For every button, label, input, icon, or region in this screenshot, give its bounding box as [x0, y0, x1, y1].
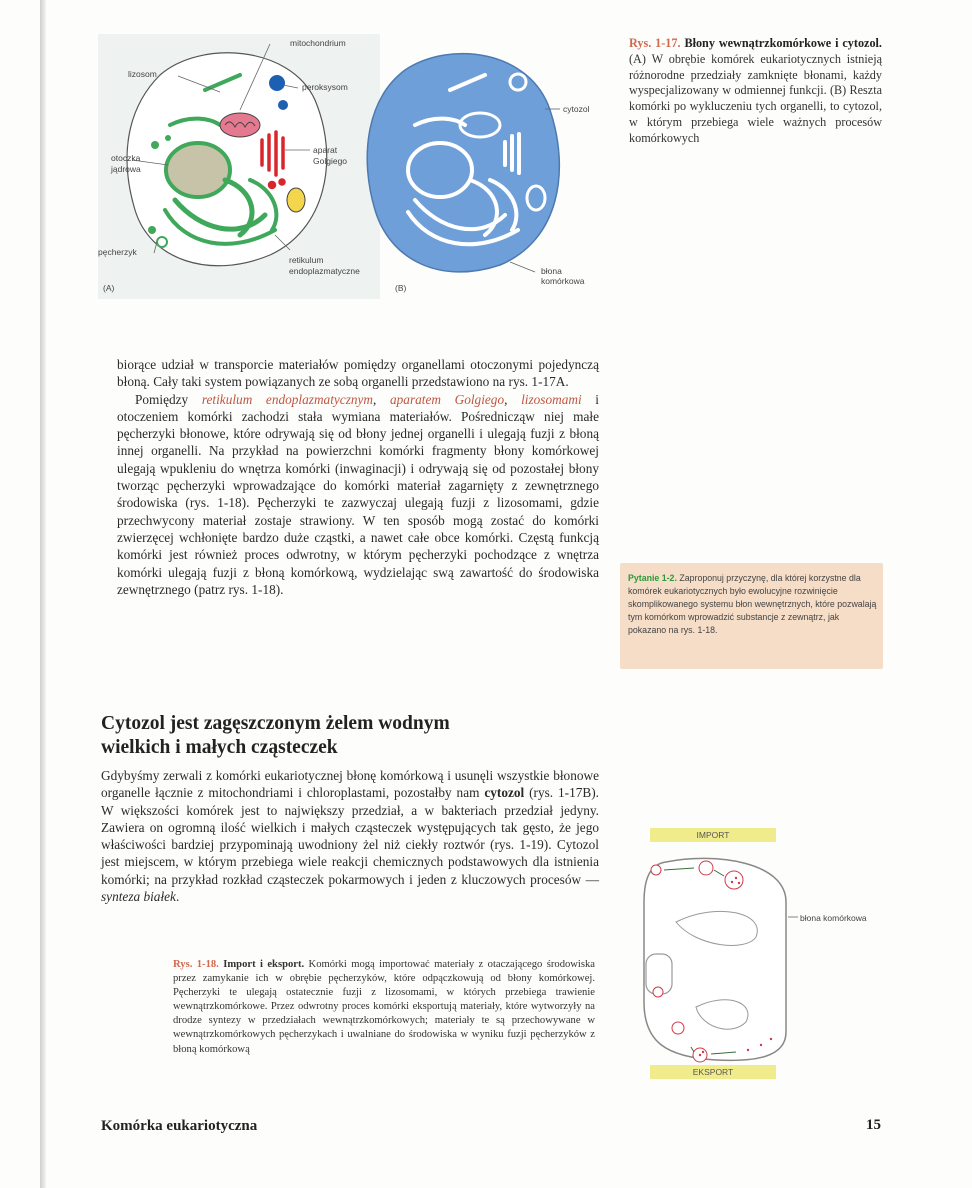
p2-rest: i otoczeniem komórki zachodzi stała wymiana materiałów. Pośrednicząw niej małe pęcherzyki błonowe, które odrywają się od błony jednej organelli i ulegają fuzji z błoną innej organelli. Na przykład na powierzchni komórki fragmenty błony komórkowej ulegają wpukleniu do wnętrza komórki (inwaginacji) i odrywają się od pozostałej błony tworząc pęcherzyki wprowadzające do komórki materiał zagarnięty z zewnętrznego środowiska (rys. 1-18). Pęcherzyki te zazwyczaj ulegają fuzji z lizosomami, gdzie przechwycony materiał zostaje strawiony. W ten sposób mogą zostać do komórki zwierzęcej wchłonięte bardzo duże cząstki, a nawet całe obce komórki. Częstą funkcją komórki jest również proces odwrotny, w którym pęcherzyki pochodzące z wnętrza komórki ulegają fuzji z błoną komórkową, wydzielając swą zawartość do środowiska zewnętrznego (patrz rys. 1-18).	[117, 391, 599, 597]
paragraph-2	[117, 391, 599, 599]
nucleus-a	[166, 143, 230, 197]
label-blona-2: komórkowa	[541, 276, 585, 286]
label-golgi-2: Golgiego	[313, 156, 348, 166]
question-body: Zaproponuj przyczynę, dla której korzystne dla komórek eukariotycznych było ewolucyjne rozwinięcie skomplikowanego systemu błon wewnętrznych, które pozwalają tym komórkom wprowadzić substancje z zewnątrz, jak pokazano na rys. 1-18.	[628, 573, 877, 635]
peroxisome-a	[269, 75, 285, 91]
p2-sep-2: ,	[504, 391, 522, 407]
label-blona-1: błona	[541, 266, 562, 276]
cell-b-illustration	[367, 54, 559, 272]
p2-sep-1: ,	[373, 391, 390, 407]
label-otoczka-1: otoczka	[111, 153, 141, 163]
question-lead: Pytanie 1-2.	[628, 573, 677, 583]
caption-18-lead: Rys. 1-18.	[173, 959, 219, 970]
figure-1-17	[90, 30, 610, 300]
label-cytozol: cytozol	[563, 104, 590, 114]
label-golgi-1: aparat	[313, 145, 338, 155]
figure-1-17-caption	[629, 36, 882, 147]
caption-18-text: Komórki mogą importować materiały z otaczającego środowiska przez zamykanie ich w obrębie pęcherzyków, które odpączkowują od błony komórkowej. Pęcherzyki te ulegają ostatecznie fuzji z lizosomami, w których przebiega trawienie wewnątrzkomórkowe. Przez odwrotny proces komórki eksportują materiały, które wytworzyły na drodze syntezy w przedziałach wewnątrzkomórkowych; materiały te są przechowywane w wewnątrzkomórkowych pęcherzykach i uwalniane do środowiska w wyniku fuzji pęcherzyków z błoną komórkową	[173, 959, 596, 1055]
lysosome-a	[287, 188, 305, 212]
membrane-label: błona komórkowa	[800, 913, 867, 923]
vesicle-a	[157, 237, 167, 247]
caption-lead: Rys. 1-17.	[629, 36, 681, 50]
term-cytozol: cytozol	[484, 785, 525, 801]
term-synteza: synteza białek	[101, 889, 176, 905]
caption-18-title: Import i eksport.	[223, 959, 305, 970]
figure-1-18-caption	[173, 958, 595, 1057]
export-label: EKSPORT	[650, 1065, 776, 1079]
caption-title: Błony wewnątrzkomórkowe i cytozol.	[684, 36, 882, 50]
label-otoczka-2: jądrowa	[111, 164, 141, 174]
label-panel-b: (B)	[395, 283, 407, 293]
label-panel-a: (A)	[103, 283, 115, 293]
section-text-a: Gdybyśmy zerwali z komórki eukariotycznej błonę komórkową i usunęli wszystkie błonowe organelle łącznie z mitochondriami i chloroplastami, pozostałby nam	[101, 768, 599, 801]
figure-1-18	[636, 842, 876, 1072]
page-number: 15	[866, 1117, 881, 1133]
paragraph-1: biorące udział w transporcie materiałów pomiędzy organellami otoczonymi pojedynczą błoną. Cały taki system powiązanych ze sobą organelli przedstawiono na rys. 1-17A.	[117, 357, 599, 390]
term-lysosomes: lizosomami	[521, 391, 582, 407]
footer-chapter-title: Komórka eukariotyczna	[101, 1118, 258, 1134]
question-text	[628, 572, 878, 637]
label-lizosom: lizosom	[128, 69, 157, 79]
term-er: retikulum endoplazmatycznym	[201, 391, 374, 407]
body-text-2	[101, 767, 599, 905]
label-er-2: endoplazmatyczne	[289, 266, 360, 276]
section-text-c: .	[175, 889, 180, 905]
import-label: IMPORT	[650, 828, 776, 842]
cell-a-illustration	[127, 53, 327, 266]
caption-text: (A) W obrębie komórek eukariotycznych istnieją różnorodne przedziały zamknięte błonami, każdy wyspecjalizowany w odmiennej funkcji. (B) Reszta komórki po wykluczeniu tych organelli, to cytozol, w którym przebiega wiele ważnych procesów komórkowych	[629, 51, 882, 145]
label-pecherzyk: pęcherzyk	[98, 247, 137, 257]
section-heading: Cytozol jest zagęszczonym żelem wodnym wielkich i małych cząsteczek	[101, 713, 450, 758]
term-golgi: aparatem Golgiego	[390, 391, 505, 407]
book-spine-shadow	[40, 0, 46, 1188]
label-peroksysom: peroksysom	[302, 82, 348, 92]
p2-start: Pomiędzy	[135, 391, 189, 407]
label-er-1: retikulum	[289, 255, 324, 265]
label-mitochondrium: mitochondrium	[290, 38, 346, 48]
body-text-1	[117, 356, 599, 598]
section-text-b: (rys. 1-17B). W większości komórek jest to największy przedział, a w bakteriach przedział jedyny. Zawiera on ogromną ilość wielkich i małych cząsteczek występujących tak gęsto, że jego właściwości bardziej przypominają uwodniony żel niż ciekły roztwór (rys. 1-19). Cytozol jest miejscem, w którym przebiega wiele reakcji chemicznych podstawowych dla istnienia komórki; na przykład rozkład cząsteczek pokarmowych i jeden z kluczowych procesów —	[101, 785, 599, 887]
